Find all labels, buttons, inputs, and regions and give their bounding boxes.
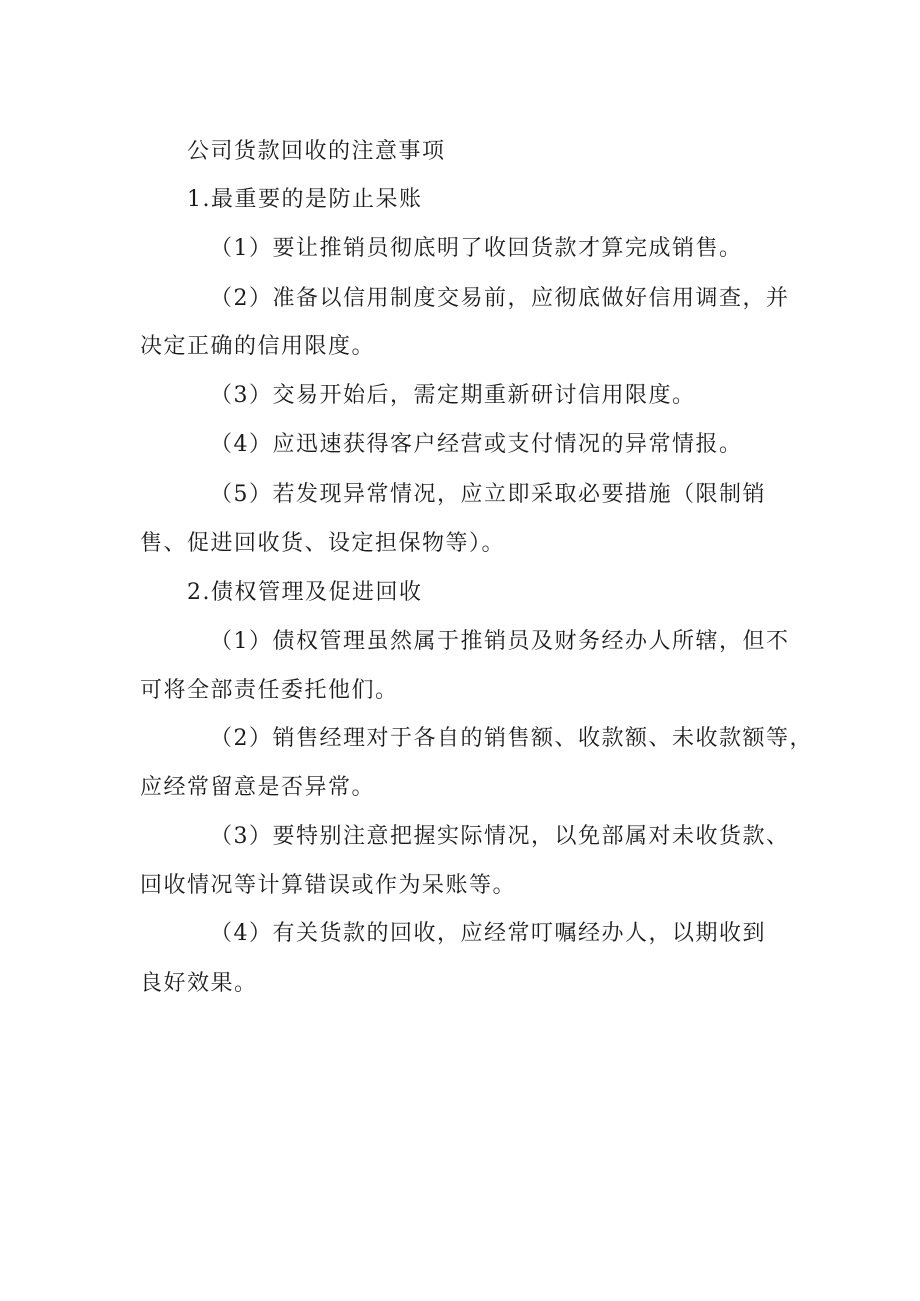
document-title: 公司货款回收的注意事项 <box>187 139 446 164</box>
section-1-item-2-cont: 决定正确的信用限度。 <box>140 334 376 359</box>
section-1-heading: 1.最重要的是防止呆账 <box>187 187 423 212</box>
section-1-item-3: （3）交易开始后，需定期重新研讨信用限度。 <box>210 383 696 408</box>
section-2-item-3: （3）要特别注意把握实际情况，以免部属对未收货款、 <box>210 824 790 849</box>
section-1-item-5-cont: 售、促进回收货、设定担保物等）。 <box>140 531 506 556</box>
section-2-item-4-cont: 良好效果。 <box>140 971 258 996</box>
section-2-item-2: （2）销售经理对于各自的销售额、收款额、未收款额等， <box>210 726 813 751</box>
section-1-item-1: （1）要让推销员彻底明了收回货款才算完成销售。 <box>210 236 743 261</box>
section-2-item-2-cont: 应经常留意是否异常。 <box>140 775 376 800</box>
section-2-heading: 2.债权管理及促进回收 <box>187 580 423 605</box>
section-1-item-5: （5）若发现异常情况，应立即采取必要措施（限制销 <box>210 482 766 507</box>
section-2-item-3-cont: 回收情况等计算错误或作为呆账等。 <box>140 873 517 898</box>
section-1-item-2: （2）准备以信用制度交易前，应彻底做好信用调查，并 <box>210 286 790 311</box>
section-1-item-4: （4）应迅速获得客户经营或支付情况的异常情报。 <box>210 432 743 457</box>
section-2-item-1-cont: 可将全部责任委托他们。 <box>140 678 399 703</box>
section-2-item-4: （4）有关货款的回收，应经常叮嘱经办人，以期收到 <box>210 921 766 946</box>
section-2-item-1: （1）债权管理虽然属于推销员及财务经办人所辖，但不 <box>210 629 790 654</box>
